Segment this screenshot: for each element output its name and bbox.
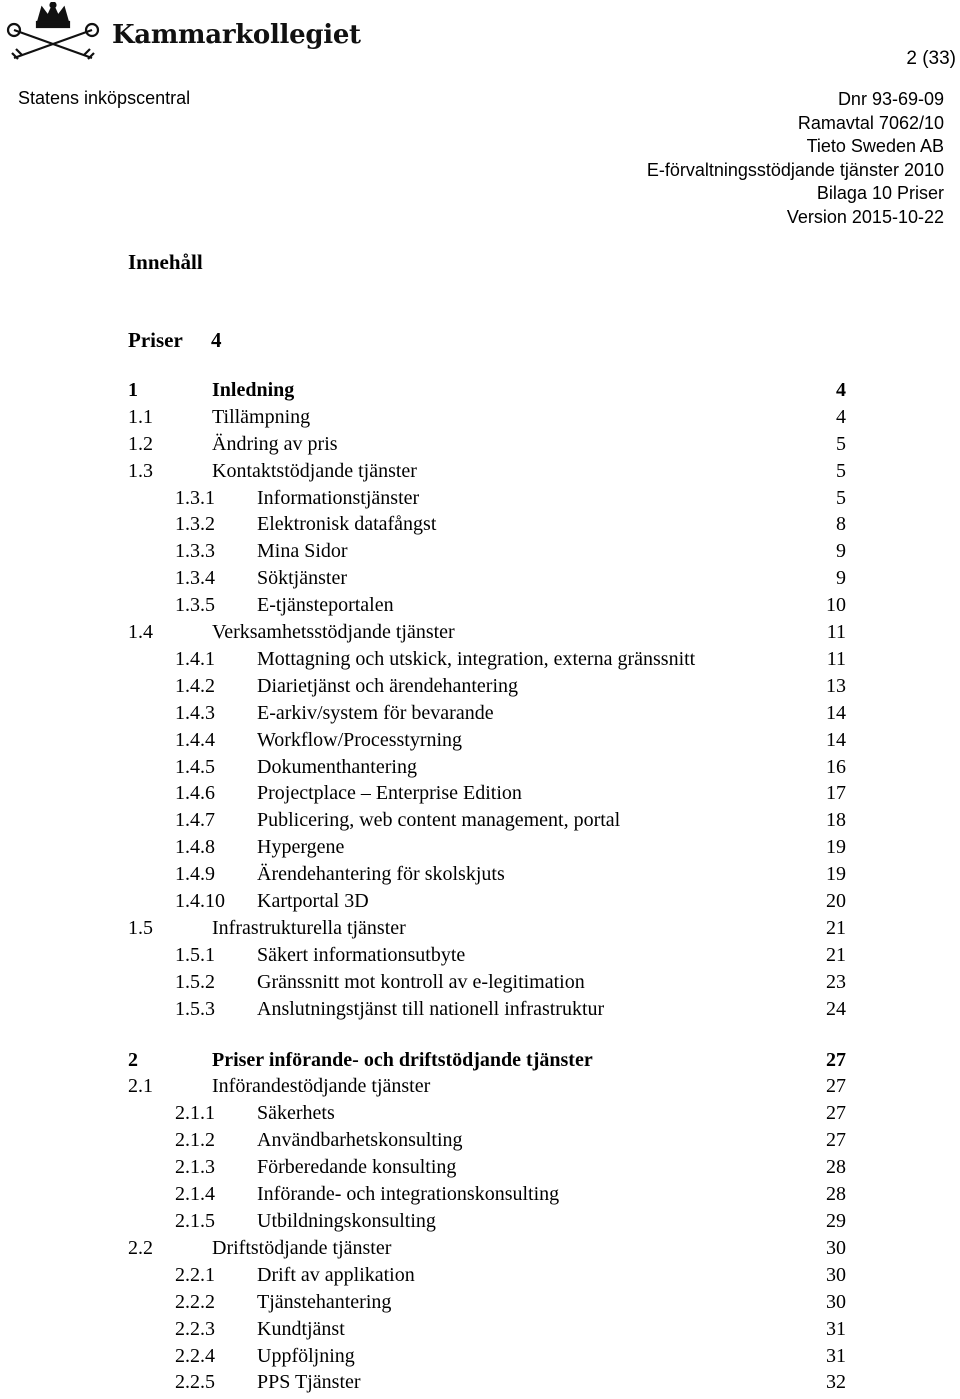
toc-entry-page: 14 (826, 729, 846, 751)
toc-entry-title: Anslutningstjänst till nationell infrastruktur (257, 998, 605, 1020)
toc-entry-title: Drift av applikation (257, 1264, 415, 1286)
toc-entry-title: Tillämpning (212, 406, 311, 428)
toc-entry[interactable] (0, 1049, 960, 1076)
toc-entry-page: 27 (826, 1049, 846, 1071)
toc-entry-page: 31 (826, 1318, 846, 1340)
toc-entry-number: 2.2.5 (175, 1371, 215, 1393)
toc-entry-number: 1.4 (128, 621, 153, 643)
toc-entry[interactable] (0, 1156, 960, 1183)
toc-entry-page: 11 (826, 648, 846, 670)
toc-entry[interactable] (0, 487, 960, 514)
toc-entry-page: 27 (826, 1075, 846, 1097)
toc-entry-title: Elektronisk datafångst (257, 513, 437, 535)
toc-entry-page: 21 (826, 944, 846, 966)
toc-entry[interactable] (0, 1345, 960, 1372)
toc-priser-page: 4 (211, 328, 222, 352)
toc-entry-page: 31 (826, 1345, 846, 1367)
toc-entry[interactable] (0, 594, 960, 621)
toc-entry[interactable] (0, 648, 960, 675)
reference-line: Tieto Sweden AB (806, 136, 944, 156)
toc-entry-number: 1.3.4 (175, 567, 215, 589)
toc-entry-page: 30 (826, 1291, 846, 1313)
toc-entry-page: 14 (826, 702, 846, 724)
toc-entry[interactable] (0, 1237, 960, 1264)
toc-entry[interactable] (0, 1075, 960, 1102)
toc-entry-number: 2.1.1 (175, 1102, 215, 1124)
toc-entry-page: 28 (826, 1183, 846, 1205)
toc-entry-number: 1.3.2 (175, 513, 215, 535)
toc-entry-title: Diarietjänst och ärendehantering (257, 675, 518, 697)
toc-entry-title: Kartportal 3D (257, 890, 369, 912)
toc-entry-title: Publicering, web content management, portal (257, 809, 621, 831)
toc-entry-number: 1.4.7 (175, 809, 215, 831)
toc-entry-number: 1.5.3 (175, 998, 215, 1020)
toc-entry-number: 2.2.3 (175, 1318, 215, 1340)
toc-entry-page: 5 (836, 460, 846, 482)
toc-entry-page: 30 (826, 1264, 846, 1286)
toc-entry-page: 20 (826, 890, 846, 912)
toc-entry-title: Säkert informationsutbyte (257, 944, 466, 966)
page-number: 2 (33) (906, 48, 956, 69)
toc-entry[interactable] (0, 433, 960, 460)
toc-entry-title: Mottagning och utskick, integration, externa gränssnitt (257, 648, 696, 670)
logo-text: Kammarkollegiet (112, 20, 361, 50)
toc-entry-page: 10 (826, 594, 846, 616)
toc-entry[interactable] (0, 406, 960, 433)
toc-entry[interactable] (0, 621, 960, 648)
toc-entry[interactable] (0, 809, 960, 836)
toc-entry-page: 4 (836, 379, 846, 401)
toc-entry-page: 19 (826, 863, 846, 885)
toc-priser-label: Priser (128, 328, 183, 352)
toc-entry-page: 30 (826, 1237, 846, 1259)
toc-entry-title: Dokumenthantering (257, 756, 417, 778)
toc-entry-title: Utbildningskonsulting (257, 1210, 436, 1232)
toc-entry-page: 5 (836, 433, 846, 455)
toc-entry[interactable] (0, 460, 960, 487)
toc-entry[interactable] (0, 1264, 960, 1291)
toc-entry[interactable] (0, 513, 960, 540)
toc-entry-title: Förberedande konsulting (257, 1156, 457, 1178)
toc-entry-page: 28 (826, 1156, 846, 1178)
toc-entry-number: 1.4.4 (175, 729, 215, 751)
toc-entry[interactable] (0, 971, 960, 998)
toc-entry-title: Kundtjänst (257, 1318, 345, 1340)
toc-entry-title: Priser införande- och driftstödjande tjänster (212, 1049, 593, 1071)
toc-entry-number: 2.1.5 (175, 1210, 215, 1232)
toc-entry[interactable] (0, 379, 960, 406)
toc-entry[interactable] (0, 863, 960, 890)
toc-entry-number: 2.2.4 (175, 1345, 215, 1367)
toc-entry-title: Införande- och integrationskonsulting (257, 1183, 560, 1205)
toc-entry-title: E-tjänsteportalen (257, 594, 394, 616)
toc-entry[interactable] (0, 540, 960, 567)
toc-entry[interactable] (0, 782, 960, 809)
toc-entry-number: 1.4.9 (175, 863, 215, 885)
toc-entry-title: Söktjänster (257, 567, 347, 589)
toc-entry-number: 1.4.6 (175, 782, 215, 804)
toc-entry[interactable] (0, 675, 960, 702)
toc-entry-page: 23 (826, 971, 846, 993)
toc-entry-number: 1.4.10 (175, 890, 225, 912)
toc-entry-title: Informationstjänster (257, 487, 420, 509)
toc-entry-page: 19 (826, 836, 846, 858)
toc-entry-number: 1.3.3 (175, 540, 215, 562)
toc-entry-number: 1.4.3 (175, 702, 215, 724)
reference-line: Ramavtal 7062/10 (797, 112, 944, 133)
toc-entry-number: 2.1 (128, 1075, 153, 1097)
toc-entry-page: 27 (826, 1129, 846, 1151)
toc-entry[interactable] (0, 998, 960, 1025)
toc-entry[interactable] (0, 729, 960, 756)
toc-entry[interactable] (0, 1102, 960, 1129)
toc-entry-page: 8 (836, 513, 846, 535)
toc-entry-title: Mina Sidor (257, 540, 348, 562)
toc-entry-number: 2.1.2 (175, 1129, 215, 1151)
toc-entry-number: 2.2.2 (175, 1291, 215, 1313)
toc-entry-number: 1.2 (128, 433, 153, 455)
toc-entry[interactable] (0, 836, 960, 863)
toc-entry-page: 29 (826, 1210, 846, 1232)
toc-entry[interactable] (0, 702, 960, 729)
toc-entry-title: Workflow/Processtyrning (257, 729, 463, 751)
crown-crossed-keys-icon (4, 2, 102, 64)
toc-entry[interactable] (0, 890, 960, 917)
organisation-name: Statens inköpscentral (18, 88, 191, 108)
toc-entry-number: 1.1 (128, 406, 153, 428)
toc-entry[interactable] (0, 567, 960, 594)
toc-entry[interactable] (0, 1318, 960, 1345)
toc-entry-page: 24 (826, 998, 846, 1020)
toc-entry-title: Infrastrukturella tjänster (212, 917, 406, 939)
toc-entry-number: 2 (128, 1049, 138, 1071)
toc-entry[interactable] (0, 944, 960, 971)
toc-entry-number: 1 (128, 379, 138, 401)
toc-entry[interactable] (0, 1210, 960, 1237)
toc-entry-number: 1.5 (128, 917, 153, 939)
toc-entry[interactable] (0, 1371, 960, 1398)
toc-entry-title: Tjänstehantering (257, 1291, 392, 1313)
toc-entry-title: Införandestödjande tjänster (212, 1075, 431, 1097)
toc-entry[interactable] (0, 917, 960, 944)
toc-entry[interactable] (0, 1291, 960, 1318)
toc-entry-page: 9 (836, 540, 846, 562)
toc-entry[interactable] (0, 1129, 960, 1156)
toc-entry-page: 32 (826, 1371, 846, 1393)
toc-entry-title: Ärendehantering för skolskjuts (257, 863, 505, 885)
toc-entry-number: 1.4.5 (175, 756, 215, 778)
toc-entry-page: 16 (826, 756, 846, 778)
kammarkollegiet-logo (4, 2, 361, 66)
toc-entry-number: 1.3 (128, 460, 153, 482)
reference-line: Version 2015-10-22 (786, 206, 944, 227)
contents-heading: Innehåll (128, 250, 203, 274)
toc-entry-title: PPS Tjänster (257, 1371, 361, 1393)
toc-entry[interactable] (0, 1183, 960, 1210)
toc-entry-page: 17 (826, 782, 846, 804)
toc-entry-page: 13 (826, 675, 846, 697)
toc-entry-number: 2.2 (128, 1237, 153, 1259)
toc-entry-title: Inledning (212, 379, 295, 401)
toc-entry-title: Säkerhets (257, 1102, 335, 1124)
toc-entry[interactable] (0, 756, 960, 783)
toc-entry-page: 11 (826, 621, 846, 643)
toc-entry-page: 5 (836, 487, 846, 509)
toc-entry-title: Projectplace – Enterprise Edition (257, 782, 522, 804)
toc-entry-number: 1.4.8 (175, 836, 215, 858)
toc-entry-title: Kontaktstödjande tjänster (212, 460, 417, 482)
toc-entry-title: Verksamhetsstödjande tjänster (212, 621, 455, 643)
toc-entry-number: 1.3.5 (175, 594, 215, 616)
toc-entry-title: E-arkiv/system för bevarande (257, 702, 494, 724)
toc-entry-title: Driftstödjande tjänster (212, 1237, 392, 1259)
toc-entry-page: 21 (826, 917, 846, 939)
toc-entry-title: Gränssnitt mot kontroll av e-legitimation (257, 971, 585, 993)
toc-entry-title: Hypergene (257, 836, 345, 858)
toc-entry-page: 9 (836, 567, 846, 589)
toc-entry-number: 1.3.1 (175, 487, 215, 509)
toc-entry-number: 1.5.1 (175, 944, 215, 966)
toc-entry-title: Användbarhetskonsulting (257, 1129, 463, 1151)
toc-entry-number: 1.4.2 (175, 675, 215, 697)
reference-line: E-förvaltningsstödjande tjänster 2010 (646, 159, 944, 180)
toc-entry-title: Uppföljning (257, 1345, 355, 1367)
toc-entry-number: 2.1.3 (175, 1156, 215, 1178)
reference-line: Dnr 93-69-09 (837, 89, 944, 109)
toc-entry-number: 2.2.1 (175, 1264, 215, 1286)
toc-entry-number: 1.5.2 (175, 971, 215, 993)
toc-entry-number: 2.1.4 (175, 1183, 215, 1205)
toc-entry-page: 4 (836, 406, 846, 428)
toc-priser-entry[interactable] (128, 328, 222, 353)
toc-entry-page: 18 (826, 809, 846, 831)
toc-entry-title: Ändring av pris (212, 433, 338, 455)
toc-entry-number: 1.4.1 (175, 648, 215, 670)
toc-entry-page: 27 (826, 1102, 846, 1124)
document-reference-block (647, 88, 944, 229)
reference-line: Bilaga 10 Priser (816, 183, 944, 203)
